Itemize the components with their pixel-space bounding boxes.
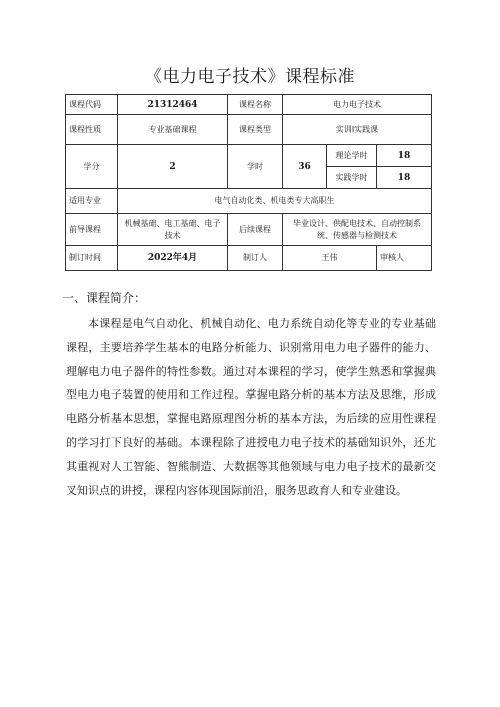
table-row [66, 145, 432, 167]
course-code-label: 课程代码 [66, 95, 118, 115]
course-intro-paragraph: 本课程是电气自动化、机械自动化、电力系统自动化等专业的专业基础课程，主要培养学生基本的电路分析能力、识别常用电力电子器件的能力、理解电力电子器件的特性参数。通过对本课程的学习，使学生熟悉和掌握典型电力电子装置的使用和工作过程。掌握电路分析的基本方法及思维，形成电路分析基本思想，掌握电路原理图分析的基本方法，为后续的应用性课程的学习打下良好的基础。本课程除了进授电力电子技术的基础知识外，还尤其重视对人工智能、智熊制造、大数据等其他领域与电力电子技术的最新交叉知识点的讲授，课程内容体现国际前沿，服务思政育人和专业建设。 [66, 317, 436, 497]
course-nature-value: 专业基础课程 [118, 115, 228, 145]
theory-hours-value: 18 [377, 145, 432, 167]
course-type-label: 课程类型 [228, 115, 283, 145]
reviewer-label: 审核人 [377, 246, 432, 271]
course-type-value: 实训I实践课 [283, 115, 432, 145]
theory-hours-label: 理论学时 [327, 145, 377, 167]
author-label: 制订人 [228, 246, 283, 271]
date-label: 制订时间 [66, 246, 118, 271]
table-row [66, 246, 432, 271]
table-row [66, 95, 432, 115]
table-row [66, 214, 432, 246]
credit-label: 学分 [66, 145, 118, 189]
section-heading: 一、课程简介： [62, 291, 147, 305]
practice-hours-value: 18 [377, 167, 432, 189]
credit-value: 2 [118, 145, 228, 189]
table-row [66, 189, 432, 214]
prerequisite-value: 机械基础、电工基础、电子技术 [118, 214, 228, 246]
followup-label: 后续课程 [228, 214, 283, 246]
major-value: 电气自动化类、机电类专大高职生 [118, 189, 432, 214]
course-nature-label: 课程性质 [66, 115, 118, 145]
course-name-label: 课程名称 [228, 95, 283, 115]
hours-value: 36 [283, 145, 327, 189]
table-row [66, 115, 432, 145]
followup-value: 毕业设计、供配电技术、自动控制系统、传感器与检测技术 [283, 214, 432, 246]
course-name-value: 电力电子技术 [283, 95, 432, 115]
hours-label: 学时 [228, 145, 283, 189]
practice-hours-label: 实践学时 [327, 167, 377, 189]
document-title: 《电力电子技术》课程标准 [145, 67, 355, 87]
date-value: 2022年4月 [118, 246, 228, 271]
prerequisite-label: 前导课程 [66, 214, 118, 246]
course-code-value: 21312464 [118, 95, 228, 115]
major-label: 适用专业 [66, 189, 118, 214]
course-info-table [65, 94, 432, 271]
author-value: 王伟 [283, 246, 377, 271]
